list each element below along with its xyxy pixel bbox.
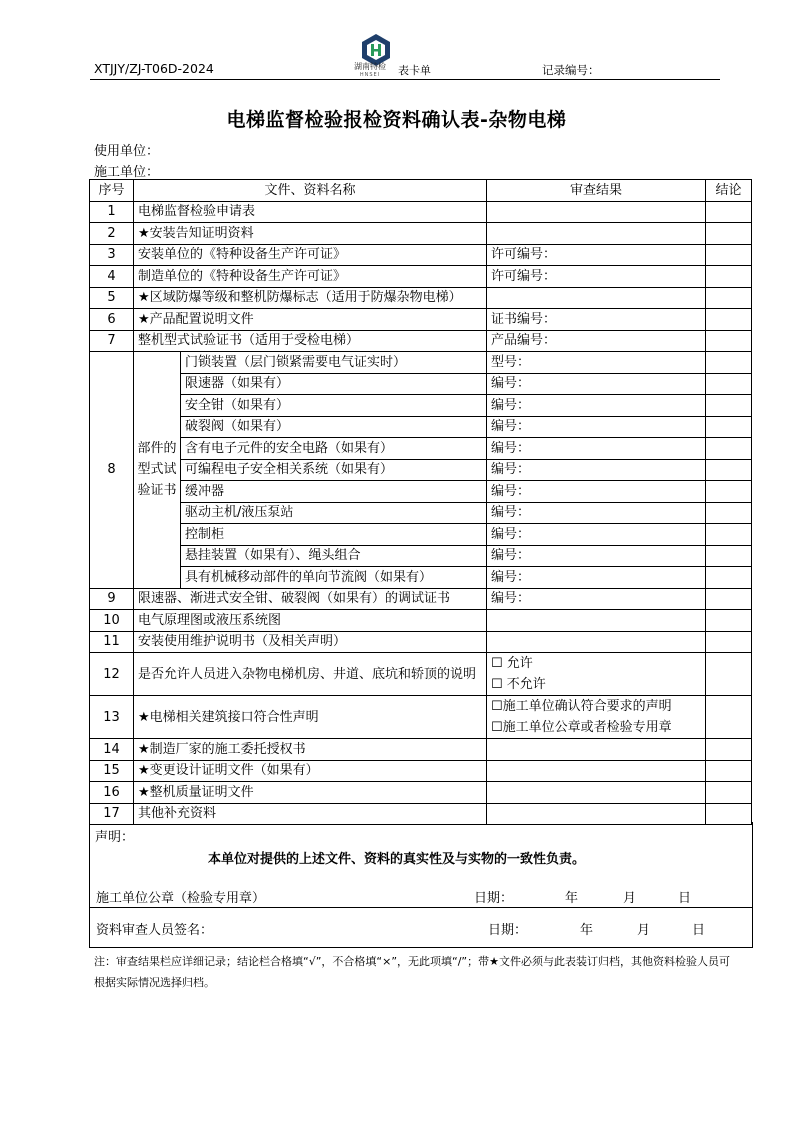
conclusion-cell [706,244,752,266]
table-row [90,760,752,782]
review-result [487,760,706,782]
row-number: 4 [90,266,134,288]
conclusion-cell [706,459,752,481]
table-row [90,223,752,245]
table-row [90,588,752,610]
conclusion-cell [706,631,752,653]
table-row [90,631,752,653]
stamp-label: 施工单位公章（检验专用章） [96,891,266,906]
user-unit-label: 使用单位： [94,144,160,159]
table-row [90,739,752,761]
declaration-text: 本单位对提供的上述文件、资料的真实性及与实物的一致性负责。 [207,852,585,867]
signature-date-label: 日期： [488,923,528,938]
logo-caption [354,62,386,80]
review-result: 产品编号： [487,330,706,352]
document-name: ★制造厂家的施工委托授权书 [134,739,487,761]
page-title: 电梯监督检验报检资料确认表-杂物电梯 [226,109,567,131]
review-result: 编号： [487,416,706,438]
row-number: 11 [90,631,134,653]
table-row [90,653,752,696]
row-number: 1 [90,201,134,223]
checkbox-option[interactable]: ☐施工单位公章或者检验专用章 [491,720,672,735]
reviewer-signature-label: 资料审查人员签名： [96,923,214,938]
table-row-sub [90,481,752,503]
review-result [487,782,706,804]
declaration-label: 声明： [95,830,135,845]
table-row [90,266,752,288]
document-name: 安装使用维护说明书（及相关声明） [134,631,487,653]
table-row-sub [90,395,752,417]
row-number: 8 [90,352,134,589]
table-row [90,610,752,632]
component-name: 控制柜 [181,524,487,546]
conclusion-cell [706,567,752,589]
row-number: 10 [90,610,134,632]
conclusion-cell [706,653,752,696]
header-rule [90,79,720,80]
row-number: 7 [90,330,134,352]
conclusion-cell [706,524,752,546]
component-name: 门锁装置（层门锁紧需要电气证实时） [181,352,487,374]
component-name: 破裂阀（如果有） [181,416,487,438]
checkbox-option[interactable]: ☐ 允许 [491,656,533,671]
table-row [90,244,752,266]
document-name: 限速器、渐进式安全钳、破裂阀（如果有）的调试证书 [134,588,487,610]
row-number: 9 [90,588,134,610]
component-certificate-category: 部件的型式试验证书 [134,352,181,589]
conclusion-cell [706,760,752,782]
checkbox-option[interactable]: ☐施工单位确认符合要求的声明 [491,699,672,714]
review-result: 编号： [487,459,706,481]
row-number: 5 [90,287,134,309]
component-name: 安全钳（如果有） [181,395,487,417]
review-result: 型号： [487,352,706,374]
row-number: 13 [90,696,134,739]
review-options [487,653,706,696]
review-result: 编号： [487,373,706,395]
conclusion-cell [706,352,752,374]
table-row [90,782,752,804]
table-row-sub [90,352,752,374]
component-name: 缓冲器 [181,481,487,503]
conclusion-cell [706,588,752,610]
table-row [90,309,752,331]
document-code: XTJJY/ZJ-T06D-2024 [94,61,214,76]
review-result: 证书编号： [487,309,706,331]
document-name: 制造单位的《特种设备生产许可证》 [134,266,487,288]
signature-month: 月 [637,923,651,938]
document-name: ★区域防爆等级和整机防爆标志（适用于防爆杂物电梯） [134,287,487,309]
review-result: 编号： [487,524,706,546]
row-number: 15 [90,760,134,782]
conclusion-cell [706,201,752,223]
footnote: 注：审查结果栏应详细记录；结论栏合格填“√”，不合格填“×”，无此项填“/”；带★文件必须与此表装订归档，其他资料检验人员可根据实际情况选择归档。 [94,955,730,989]
component-name: 悬挂装置（如果有）、绳头组合 [181,545,487,567]
document-name: 整机型式试验证书（适用于受检电梯） [134,330,487,352]
construction-unit-label: 施工单位： [94,165,160,180]
table-row [90,696,752,739]
table-row-sub [90,567,752,589]
conclusion-cell [706,373,752,395]
conclusion-cell [706,223,752,245]
component-name: 限速器（如果有） [181,373,487,395]
review-result [487,610,706,632]
header-no: 序号 [90,180,134,202]
conclusion-cell [706,696,752,739]
table-row-sub [90,524,752,546]
signature-year: 年 [580,923,594,938]
document-name: 电梯监督检验申请表 [134,201,487,223]
review-result: 编号： [487,545,706,567]
table-row [90,201,752,223]
table-row-sub [90,545,752,567]
row-number: 6 [90,309,134,331]
header-name: 文件、资料名称 [134,180,487,202]
row-number: 17 [90,803,134,825]
conclusion-cell [706,610,752,632]
record-number-label: 记录编号： [542,63,600,77]
row-number: 16 [90,782,134,804]
document-name: 电气原理图或液压系统图 [134,610,487,632]
review-result: 编号： [487,567,706,589]
review-result: 许可编号： [487,266,706,288]
document-name: 其他补充资料 [134,803,487,825]
conclusion-cell [706,502,752,524]
conclusion-cell [706,395,752,417]
table-row-sub [90,459,752,481]
declaration-date-label: 日期： [474,891,514,906]
table-row [90,287,752,309]
table-row-sub [90,502,752,524]
conclusion-cell [706,739,752,761]
row-number: 12 [90,653,134,696]
component-name: 驱动主机/液压泵站 [181,502,487,524]
declaration-month: 月 [623,891,637,906]
review-result [487,201,706,223]
review-result: 编号： [487,588,706,610]
document-name: ★电梯相关建筑接口符合性声明 [134,696,487,739]
checkbox-option[interactable]: ☐ 不允许 [491,677,546,692]
signature-day: 日 [692,923,706,938]
document-name: 是否允许人员进入杂物电梯机房、井道、底坑和轿顶的说明 [134,653,487,696]
component-name: 含有电子元件的安全电路（如果有） [181,438,487,460]
row-number: 3 [90,244,134,266]
conclusion-cell [706,309,752,331]
review-result: 编号： [487,395,706,417]
table-row-sub [90,373,752,395]
conclusion-cell [706,782,752,804]
conclusion-cell [706,438,752,460]
conclusion-cell [706,287,752,309]
document-name: ★安装告知证明资料 [134,223,487,245]
conclusion-cell [706,416,752,438]
row-number: 14 [90,739,134,761]
table-header-row [90,180,752,202]
review-result [487,739,706,761]
review-result [487,631,706,653]
document-checklist-table [89,179,752,825]
document-kind: 表卡单 [398,64,431,77]
component-name: 可编程电子安全相关系统（如果有） [181,459,487,481]
table-row-sub [90,438,752,460]
review-result: 编号： [487,502,706,524]
header-conclusion: 结论 [706,180,752,202]
component-name: 具有机械移动部件的单向节流阀（如果有） [181,567,487,589]
logo-en-text: HNSEI [359,72,381,78]
declaration-year: 年 [565,891,579,906]
logo-cn-text: 湖南特检 [354,62,386,71]
document-name: ★整机质量证明文件 [134,782,487,804]
conclusion-cell [706,330,752,352]
conclusion-cell [706,266,752,288]
document-name: 安装单位的《特种设备生产许可证》 [134,244,487,266]
row-number: 2 [90,223,134,245]
review-result: 编号： [487,481,706,503]
conclusion-cell [706,481,752,503]
table-row [90,330,752,352]
document-name: ★产品配置说明文件 [134,309,487,331]
conclusion-cell [706,545,752,567]
review-result: 编号： [487,438,706,460]
table-row-sub [90,416,752,438]
declaration-day: 日 [678,891,692,906]
document-name: ★变更设计证明文件（如果有） [134,760,487,782]
review-options [487,696,706,739]
review-result [487,223,706,245]
review-result: 许可编号： [487,244,706,266]
review-result [487,287,706,309]
header-result: 审查结果 [487,180,706,202]
